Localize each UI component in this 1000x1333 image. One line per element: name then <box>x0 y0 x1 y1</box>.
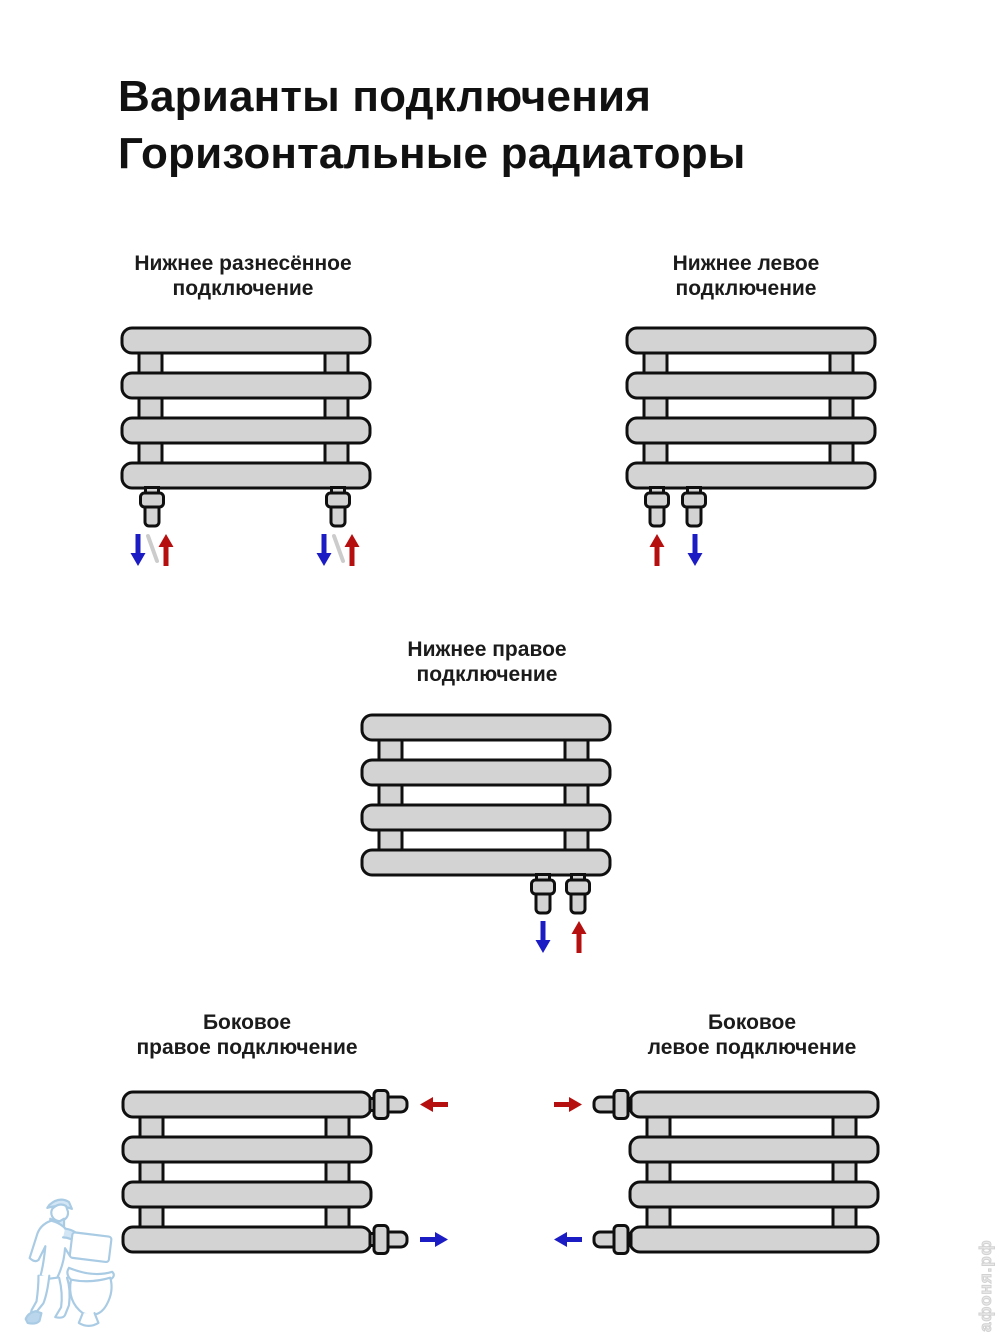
plumber-with-toilet-logo <box>8 1188 126 1333</box>
radiator-drawing-bottom-left-connection <box>532 316 972 581</box>
diagram-label-bottom-right: Нижнее правое подключение <box>407 638 567 686</box>
radiator-drawing-bottom-right-connection <box>267 703 707 968</box>
radiator-drawing-side-left-connection <box>535 1080 975 1333</box>
page-title-line2: Горизонтальные радиаторы <box>118 129 746 178</box>
diagram-label-bottom-left: Нижнее левое подключение <box>672 252 820 300</box>
radiator-drawing-bottom-spread-connection <box>27 316 467 581</box>
site-watermark-text: афоня.рф <box>976 1239 995 1332</box>
page-title <box>118 68 746 182</box>
page-title-line1: Варианты подключения <box>118 72 652 121</box>
diagram-label-side-left: Боковое левое подключение <box>647 1011 857 1059</box>
diagram-label-side-right: Боковое правое подключение <box>136 1011 358 1059</box>
diagram-label-bottom-spread: Нижнее разнесённое подключение <box>134 252 352 300</box>
